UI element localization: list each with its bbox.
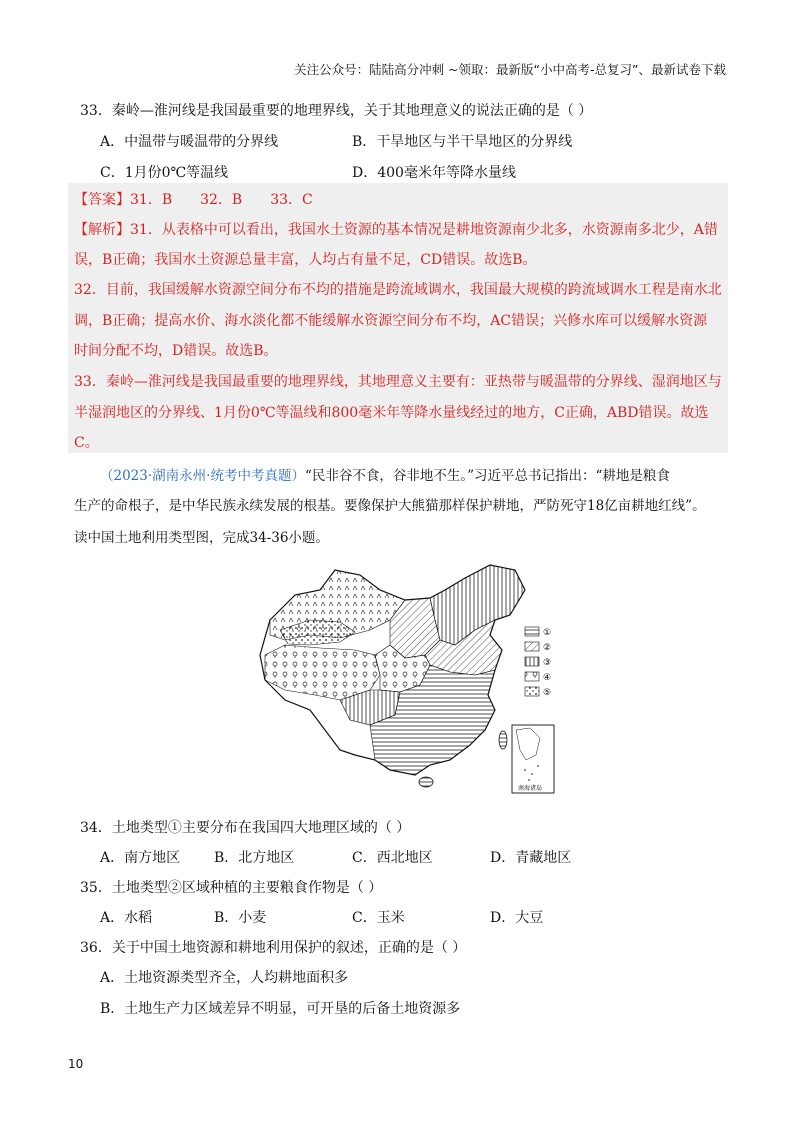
q34-option-a: A．南方地区 bbox=[100, 850, 181, 866]
q35-option-d: D．大豆 bbox=[490, 910, 544, 926]
map-legend bbox=[525, 627, 551, 698]
intro-line-2: 生产的命根子，是中华民族永续发展的根基。要像保护大熊猫那样保护耕地，严防死守18亿亩耕地红线”。 bbox=[74, 498, 706, 514]
legend-label-3: ③ bbox=[543, 658, 552, 668]
page-header: 关注公众号：陆陆高分冲刺 ~领取：最新版“小中高考-总复习”、最新试卷下载 bbox=[294, 62, 726, 77]
q35-option-b: B．小麦 bbox=[214, 910, 267, 926]
q34-option-b: B．北方地区 bbox=[214, 850, 295, 866]
inset-label: 南海诸岛 bbox=[518, 785, 543, 792]
q36-option-b: B．土地生产力区域差异不明显，可开垦的后备土地资源多 bbox=[100, 1001, 461, 1017]
analysis-line-2: 误，B正确；我国水土资源总量丰富，人均占有量不足，CD错误。故选B。 bbox=[74, 252, 537, 268]
analysis-line-3: 32．目前，我国缓解水资源空间分布不均的措施是跨流域调水，我国最大规模的跨流域调水工程是南水北 bbox=[74, 282, 722, 298]
q33-option-a: A．中温带与暖温带的分界线 bbox=[100, 134, 279, 150]
legend-label-5: ⑤ bbox=[543, 688, 552, 698]
intro-line-1 bbox=[100, 464, 670, 484]
analysis-line-5: 时间分配不均，D错误。故选B。 bbox=[74, 343, 278, 359]
legend-label-4: ④ bbox=[543, 673, 552, 683]
legend-label-2: ② bbox=[543, 643, 552, 653]
legend-label-1: ① bbox=[543, 628, 552, 638]
question-34-stem: 34．土地类型①主要分布在我国四大地理区域的（ ） bbox=[80, 820, 411, 836]
q33-option-d: D．400毫米年等降水量线 bbox=[352, 165, 516, 181]
answer-line: 【答案】31．B 32．B 33．C bbox=[74, 192, 313, 208]
analysis-line-6: 33．秦岭—淮河线是我国最重要的地理界线，其地理意义主要有：亚热带与暖温带的分界线、湿润地区与 bbox=[74, 374, 722, 390]
china-land-use-map bbox=[240, 560, 560, 800]
q33-option-c: C．1月份0℃等温线 bbox=[100, 165, 229, 181]
q35-option-c: C．玉米 bbox=[352, 910, 405, 926]
q34-option-d: D．青藏地区 bbox=[490, 850, 572, 866]
page-number: 10 bbox=[68, 1057, 84, 1071]
source-tag: （2023·湖南永州·统考中考真题） bbox=[100, 468, 305, 484]
question-36-stem: 36．关于中国土地资源和耕地利用保护的叙述，正确的是（ ） bbox=[80, 940, 467, 956]
question-33-stem: 33．秦岭—淮河线是我国最重要的地理界线，关于其地理意义的说法正确的是（ ） bbox=[80, 103, 593, 119]
analysis-line-7: 半湿润地区的分界线、1月份0℃等温线和800毫米年等降水量线经过的地方，C正确，ABD错误。故选 bbox=[74, 405, 709, 421]
q35-option-a: A．水稻 bbox=[100, 910, 153, 926]
south-china-sea-inset bbox=[512, 725, 554, 793]
q36-option-a: A．土地资源类型齐全，人均耕地面积多 bbox=[100, 970, 349, 986]
analysis-line-1: 【解析】31．从表格中可以看出，我国水土资源的基本情况是耕地资源南少北多，水资源南多北少，A错 bbox=[74, 222, 718, 238]
analysis-line-8: C。 bbox=[74, 435, 99, 451]
q34-option-c: C．西北地区 bbox=[352, 850, 433, 866]
intro-line-3: 读中国土地利用类型图，完成34-36小题。 bbox=[74, 530, 329, 546]
analysis-line-4: 调，B正确；提高水价、海水淡化都不能缓解水资源空间分布不均，AC错误；兴修水库可以缓解水资源 bbox=[74, 313, 708, 329]
question-35-stem: 35．土地类型②区域种植的主要粮食作物是（ ） bbox=[80, 880, 383, 896]
q33-option-b: B．干旱地区与半干旱地区的分界线 bbox=[352, 134, 573, 150]
intro-quote: “民非谷不食，谷非地不生。”习近平总书记指出：“耕地是粮食 bbox=[304, 468, 670, 484]
